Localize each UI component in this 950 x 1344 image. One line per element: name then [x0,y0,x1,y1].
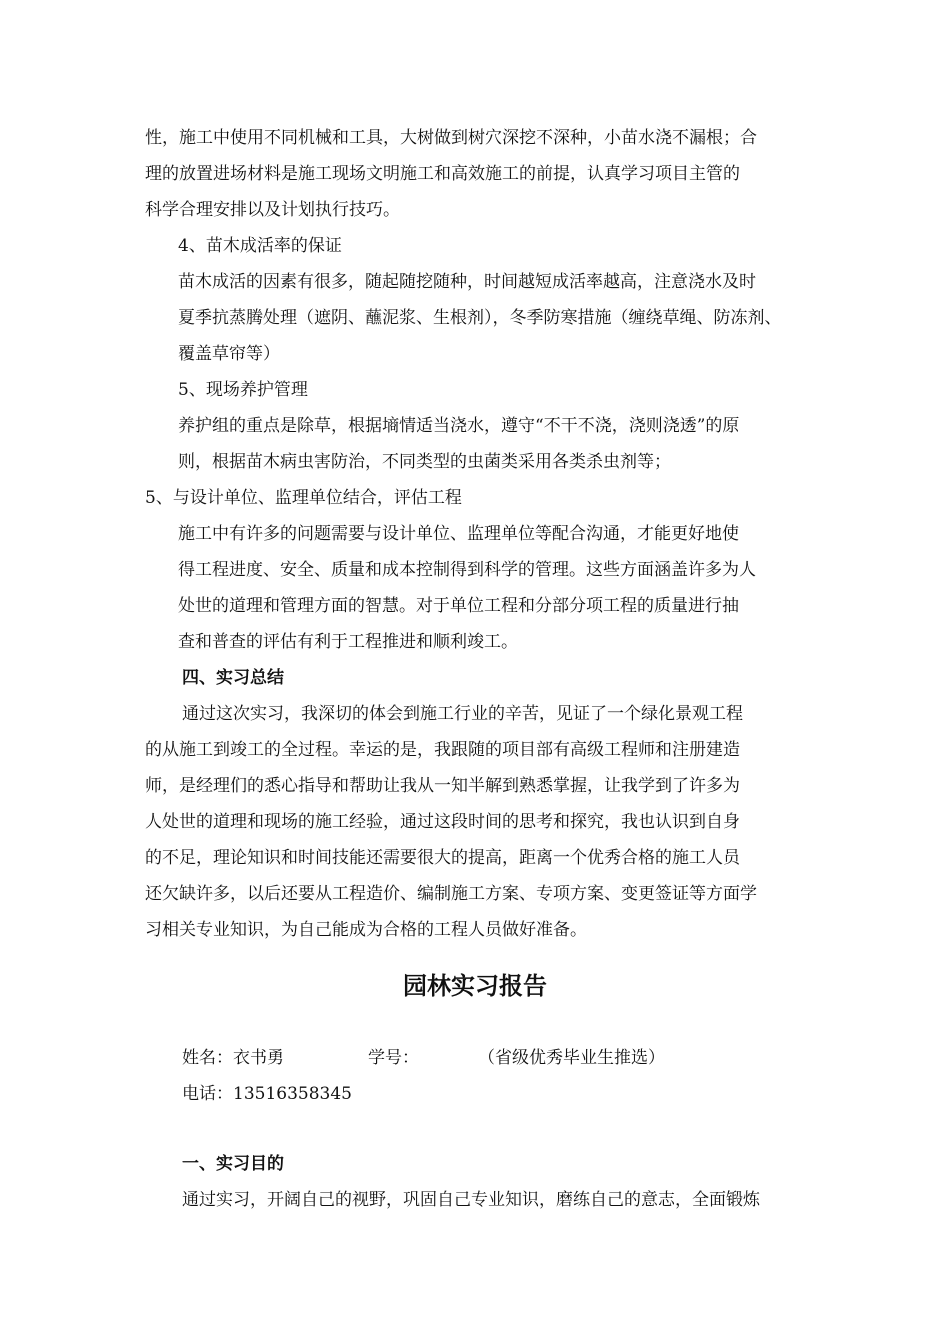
section-5-line-2: 则，根据苗木病虫害防治，不同类型的虫菌类采用各类杀虫剂等； [178,452,671,472]
purpose-line-1: 通过实习，开阔自己的视野，巩固自己专业知识，磨练自己的意志，全面锻炼 [182,1190,760,1210]
design-section-line-4: 查和普查的评估有利于工程推进和顺利竣工。 [178,632,518,652]
phone-number: 电话：13516358345 [182,1084,352,1104]
design-section-line-1: 施工中有许多的问题需要与设计单位、监理单位等配合沟通，才能更好地使 [178,524,739,544]
summary-line-6: 还欠缺许多，以后还要从工程造价、编制施工方案、专项方案、变更签证等方面学 [145,884,757,904]
section-4-heading: 4、苗木成活率的保证 [178,236,342,256]
section-5-line-1: 养护组的重点是除草，根据墒情适当浇水，遵守“不干不浇，浇则浇透”的原 [178,416,740,436]
summary-line-1: 通过这次实习，我深切的体会到施工行业的辛苦，见证了一个绿化景观工程 [182,704,743,724]
summary-line-2: 的从施工到竣工的全过程。幸运的是，我跟随的项目部有高级工程师和注册建造 [145,740,740,760]
intro-line-3: 科学合理安排以及计划执行技巧。 [145,200,400,220]
purpose-heading: 一、实习目的 [182,1154,284,1174]
summary-line-7: 习相关专业知识，为自己能成为合格的工程人员做好准备。 [145,920,587,940]
summary-line-5: 的不足，理论知识和时间技能还需要很大的提高，距离一个优秀合格的施工人员 [145,848,740,868]
design-section-heading: 5、与设计单位、监理单位结合，评估工程 [145,488,462,508]
summary-line-3: 师，是经理们的悉心指导和帮助让我从一知半解到熟悉掌握，让我学到了许多为 [145,776,740,796]
intro-line-1: 性，施工中使用不同机械和工具，大树做到树穴深挖不深种，小苗水浇不漏根；合 [145,128,757,148]
report-title: 园林实习报告 [403,972,547,1000]
recommendation-note: （省级优秀毕业生推选） [478,1048,665,1068]
section-4-line-2: 夏季抗蒸腾处理（遮阴、蘸泥浆、生根剂），冬季防寒措施（缠绕草绳、防冻剂、 [178,308,782,328]
intro-line-2: 理的放置进场材料是施工现场文明施工和高效施工的前提，认真学习项目主管的 [145,164,740,184]
summary-line-4: 人处世的道理和现场的施工经验，通过这段时间的思考和探究，我也认识到自身 [145,812,740,832]
design-section-line-3: 处世的道理和管理方面的智慧。对于单位工程和分部分项工程的质量进行抽 [178,596,739,616]
section-4-line-1: 苗木成活的因素有很多，随起随挖随种，时间越短成活率越高，注意浇水及时 [178,272,756,292]
design-section-line-2: 得工程进度、安全、质量和成本控制得到科学的管理。这些方面涵盖许多为人 [178,560,756,580]
student-id-label: 学号： [368,1048,419,1068]
section-5-heading: 5、现场养护管理 [178,380,308,400]
author-name: 姓名：衣书勇 [182,1048,284,1068]
section-4-line-3: 覆盖草帘等） [178,344,280,364]
summary-heading: 四、实习总结 [182,668,284,688]
